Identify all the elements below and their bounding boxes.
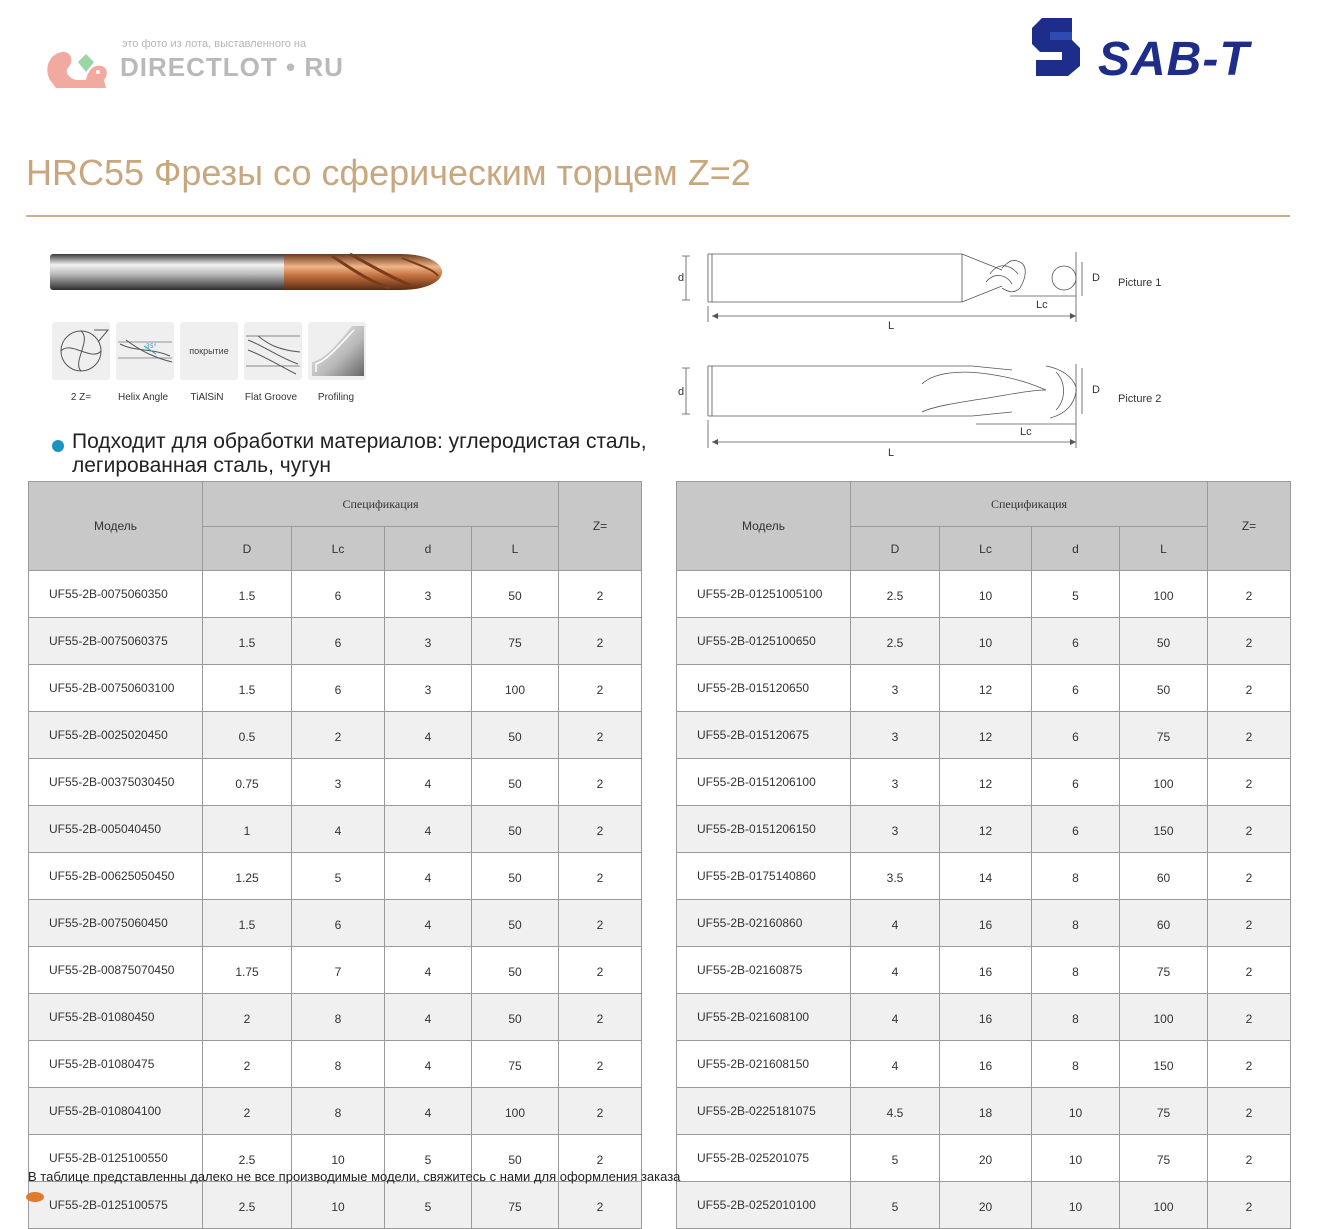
table-row — [29, 1182, 642, 1229]
cell-d: 1.5 — [203, 900, 292, 947]
cell-l: 60 — [1120, 853, 1208, 900]
cell-d: 5 — [851, 1135, 940, 1182]
cell-model: UF55-2B-005040450 — [29, 806, 203, 853]
header-model: Модель — [29, 482, 203, 571]
cell-model: UF55-2B-0125100575 — [29, 1182, 203, 1229]
cell-d: 8 — [1032, 994, 1120, 1041]
cell-lc: 6 — [292, 571, 385, 618]
cell-z: 2 — [559, 1135, 642, 1182]
cell-z: 2 — [1208, 1135, 1291, 1182]
cell-model: UF55-2B-02160860 — [677, 900, 851, 947]
cell-d: 2 — [203, 1041, 292, 1088]
cell-lc: 5 — [292, 853, 385, 900]
cell-lc: 12 — [940, 759, 1032, 806]
cell-d: 1.5 — [203, 618, 292, 665]
cell-l: 50 — [472, 759, 559, 806]
cell-model: UF55-2B-0075060375 — [29, 618, 203, 665]
cell-lc: 3 — [292, 759, 385, 806]
flutes-icon — [52, 322, 110, 380]
table-row — [29, 759, 642, 806]
header-D: D — [203, 527, 292, 571]
cell-l: 75 — [472, 618, 559, 665]
next-section-marker — [26, 1192, 44, 1202]
cell-model: UF55-2B-00625050450 — [29, 853, 203, 900]
cell-d: 8 — [1032, 947, 1120, 994]
watermark-brand: DIRECTLOT • RU — [120, 52, 344, 82]
cell-z: 2 — [559, 571, 642, 618]
cell-l: 50 — [472, 947, 559, 994]
cell-d: 2.5 — [203, 1182, 292, 1229]
cell-lc: 12 — [940, 806, 1032, 853]
picture1-label: Picture 1 — [1118, 277, 1162, 289]
spec-table-left — [28, 481, 642, 1229]
cell-z: 2 — [1208, 1182, 1291, 1229]
coating-text: покрытие — [189, 346, 229, 356]
table-row — [677, 1041, 1291, 1088]
cell-z: 2 — [1208, 571, 1291, 618]
cell-d: 6 — [1032, 806, 1120, 853]
cell-d: 4 — [385, 900, 472, 947]
cell-z: 2 — [559, 947, 642, 994]
cell-d: 6 — [1032, 759, 1120, 806]
cell-model: UF55-2B-02160875 — [677, 947, 851, 994]
cell-d: 4 — [385, 947, 472, 994]
coating-icon — [180, 322, 238, 380]
cell-model: UF55-2B-0025020450 — [29, 712, 203, 759]
squirrel-logo-icon — [42, 40, 112, 92]
table-row — [29, 900, 642, 947]
table-row — [677, 1182, 1291, 1229]
cell-model: UF55-2B-0075060350 — [29, 571, 203, 618]
cell-d: 4 — [385, 853, 472, 900]
cell-l: 100 — [1120, 1182, 1208, 1229]
sab-t-s-icon — [1028, 14, 1084, 84]
feature-icons — [50, 322, 380, 412]
cell-d: 8 — [1032, 853, 1120, 900]
cell-d: 10 — [1032, 1135, 1120, 1182]
cell-l: 100 — [472, 1088, 559, 1135]
helix-angle-label: Helix Angle — [117, 392, 169, 403]
cell-z: 2 — [1208, 947, 1291, 994]
cell-z: 2 — [1208, 853, 1291, 900]
picture1-D-label: D — [1092, 272, 1100, 284]
cell-l: 75 — [1120, 712, 1208, 759]
flat-groove-icon — [244, 322, 302, 380]
cell-d: 3 — [385, 571, 472, 618]
cell-z: 2 — [559, 1041, 642, 1088]
header-z: Z= — [1208, 482, 1291, 571]
cell-z: 2 — [1208, 900, 1291, 947]
cell-z: 2 — [1208, 994, 1291, 1041]
picture2-D-label: D — [1092, 384, 1100, 396]
cell-lc: 14 — [940, 853, 1032, 900]
cell-l: 50 — [472, 571, 559, 618]
coating-label: TiAlSiN — [190, 392, 224, 403]
picture2-L-label: L — [888, 447, 895, 459]
cell-lc: 12 — [940, 665, 1032, 712]
cell-lc: 8 — [292, 1041, 385, 1088]
cell-l: 50 — [472, 806, 559, 853]
cell-l: 75 — [472, 1182, 559, 1229]
cell-model: UF55-2B-01080450 — [29, 994, 203, 1041]
cell-l: 50 — [472, 712, 559, 759]
cell-lc: 20 — [940, 1135, 1032, 1182]
cell-lc: 6 — [292, 900, 385, 947]
cell-l: 75 — [1120, 1135, 1208, 1182]
cell-z: 2 — [559, 994, 642, 1041]
cell-lc: 2 — [292, 712, 385, 759]
cell-lc: 16 — [940, 900, 1032, 947]
table-row — [677, 853, 1291, 900]
cell-lc: 16 — [940, 994, 1032, 1041]
cell-z: 2 — [1208, 1088, 1291, 1135]
cell-d: 5 — [385, 1182, 472, 1229]
cell-d: 6 — [1032, 665, 1120, 712]
cell-z: 2 — [559, 759, 642, 806]
title-divider — [26, 215, 1290, 217]
watermark-caption: это фото из лота, выставленного на — [122, 38, 307, 50]
cell-z: 2 — [559, 665, 642, 712]
cell-d: 2 — [203, 1088, 292, 1135]
picture1-L-label: L — [888, 320, 895, 332]
table-row — [677, 994, 1291, 1041]
cell-d: 3 — [851, 759, 940, 806]
picture1-lc-label: Lc — [1036, 299, 1048, 311]
cell-model: UF55-2B-0125100550 — [29, 1135, 203, 1182]
cell-z: 2 — [559, 806, 642, 853]
cell-z: 2 — [559, 900, 642, 947]
flat-groove-label: Flat Groove — [244, 392, 298, 403]
picture2-lc-label: Lc — [1020, 426, 1032, 438]
cell-z: 2 — [559, 618, 642, 665]
cell-z: 2 — [559, 853, 642, 900]
table-row — [29, 1041, 642, 1088]
table-row — [29, 994, 642, 1041]
cell-lc: 16 — [940, 947, 1032, 994]
cell-lc: 16 — [940, 1041, 1032, 1088]
cell-l: 100 — [472, 665, 559, 712]
cell-z: 2 — [1208, 712, 1291, 759]
cell-d: 4.5 — [851, 1088, 940, 1135]
cell-d: 5 — [1032, 571, 1120, 618]
table-row — [677, 947, 1291, 994]
cell-z: 2 — [559, 1088, 642, 1135]
cell-d: 3 — [385, 618, 472, 665]
table-row — [29, 947, 642, 994]
cell-d: 10 — [1032, 1182, 1120, 1229]
cell-d: 1 — [203, 806, 292, 853]
technical-drawings — [672, 244, 1172, 464]
table-row — [677, 806, 1291, 853]
cell-lc: 10 — [292, 1135, 385, 1182]
picture2-label: Picture 2 — [1118, 393, 1162, 405]
cell-model: UF55-2B-015120650 — [677, 665, 851, 712]
cell-l: 75 — [1120, 947, 1208, 994]
cell-lc: 18 — [940, 1088, 1032, 1135]
cell-d: 4 — [385, 994, 472, 1041]
cell-lc: 10 — [940, 618, 1032, 665]
cell-model: UF55-2B-0125100650 — [677, 618, 851, 665]
svg-text:35°: 35° — [146, 343, 157, 350]
table-row — [677, 1135, 1291, 1182]
cell-lc: 8 — [292, 994, 385, 1041]
cell-d: 3 — [385, 665, 472, 712]
cell-d: 1.5 — [203, 665, 292, 712]
spec-table-right — [676, 481, 1291, 1229]
cell-z: 2 — [1208, 665, 1291, 712]
cell-d: 1.5 — [203, 571, 292, 618]
cell-d: 4 — [385, 759, 472, 806]
cell-lc: 6 — [292, 618, 385, 665]
ball-end-mill-image — [50, 248, 442, 296]
header-Lc: Lc — [292, 527, 385, 571]
cell-model: UF55-2B-021608150 — [677, 1041, 851, 1088]
cell-d: 3 — [851, 665, 940, 712]
cell-z: 2 — [1208, 618, 1291, 665]
table-row — [677, 571, 1291, 618]
table-row — [677, 712, 1291, 759]
cell-model: UF55-2B-0075060450 — [29, 900, 203, 947]
cell-d: 3 — [851, 712, 940, 759]
materials-text: Подходит для обработки материалов: углеродистая сталь, легированная сталь, чугун — [72, 430, 647, 477]
cell-l: 100 — [1120, 571, 1208, 618]
cell-l: 50 — [1120, 665, 1208, 712]
cell-d: 0.5 — [203, 712, 292, 759]
cell-d: 5 — [385, 1135, 472, 1182]
table-row — [29, 1088, 642, 1135]
header-D: D — [851, 527, 940, 571]
table-row — [29, 712, 642, 759]
header-spec: Спецификация — [851, 482, 1208, 527]
cell-model: UF55-2B-010804100 — [29, 1088, 203, 1135]
cell-model: UF55-2B-0151206150 — [677, 806, 851, 853]
cell-model: UF55-2B-0252010100 — [677, 1182, 851, 1229]
cell-d: 3 — [851, 806, 940, 853]
header-z: Z= — [559, 482, 642, 571]
cell-lc: 12 — [940, 712, 1032, 759]
helix-angle-icon — [116, 322, 174, 380]
picture2-d-label: d — [678, 386, 685, 398]
cell-z: 2 — [1208, 759, 1291, 806]
table-row — [29, 618, 642, 665]
table-row — [677, 618, 1291, 665]
cell-d: 2.5 — [203, 1135, 292, 1182]
page-title: HRC55 Фрезы со сферическим торцем Z=2 — [26, 152, 751, 193]
cell-l: 75 — [1120, 1088, 1208, 1135]
cell-lc: 20 — [940, 1182, 1032, 1229]
cell-l: 75 — [472, 1041, 559, 1088]
cell-model: UF55-2B-025201075 — [677, 1135, 851, 1182]
header-d: d — [385, 527, 472, 571]
cell-d: 4 — [851, 994, 940, 1041]
cell-d: 1.25 — [203, 853, 292, 900]
cell-model: UF55-2B-01251005100 — [677, 571, 851, 618]
table-row — [677, 1088, 1291, 1135]
cell-l: 100 — [1120, 994, 1208, 1041]
cell-d: 4 — [851, 1041, 940, 1088]
cell-l: 100 — [1120, 759, 1208, 806]
cell-model: UF55-2B-01080475 — [29, 1041, 203, 1088]
header-model: Модель — [677, 482, 851, 571]
table-row — [29, 806, 642, 853]
header-spec: Спецификация — [203, 482, 559, 527]
table-row — [29, 665, 642, 712]
cell-lc: 7 — [292, 947, 385, 994]
brand-logo — [1028, 12, 1288, 87]
header-L: L — [472, 527, 559, 571]
cell-l: 150 — [1120, 806, 1208, 853]
cell-l: 60 — [1120, 900, 1208, 947]
profiling-icon — [308, 322, 366, 380]
cell-d: 4 — [385, 1041, 472, 1088]
cell-model: UF55-2B-00750603100 — [29, 665, 203, 712]
cell-d: 10 — [1032, 1088, 1120, 1135]
cell-model: UF55-2B-00375030450 — [29, 759, 203, 806]
cell-d: 2.5 — [851, 618, 940, 665]
cell-d: 8 — [1032, 900, 1120, 947]
cell-model: UF55-2B-0225181075 — [677, 1088, 851, 1135]
cell-model: UF55-2B-0175140860 — [677, 853, 851, 900]
cell-model: UF55-2B-021608100 — [677, 994, 851, 1041]
table-row — [29, 853, 642, 900]
brand-name: SAB-T — [1098, 33, 1250, 86]
cell-lc: 4 — [292, 806, 385, 853]
cell-model: UF55-2B-0151206100 — [677, 759, 851, 806]
cell-d: 8 — [1032, 1041, 1120, 1088]
header-d: d — [1032, 527, 1120, 571]
picture1-d-label: d — [678, 272, 685, 284]
cell-z: 2 — [559, 712, 642, 759]
footnote: В таблице представленны далеко не все производимые модели, свяжитесь с нами для оформления заказа — [28, 1169, 681, 1184]
table-row — [29, 571, 642, 618]
cell-l: 150 — [1120, 1041, 1208, 1088]
cell-d: 4 — [851, 900, 940, 947]
cell-lc: 8 — [292, 1088, 385, 1135]
cell-d: 5 — [851, 1182, 940, 1229]
cell-model: UF55-2B-015120675 — [677, 712, 851, 759]
table-row — [677, 759, 1291, 806]
cell-d: 2.5 — [851, 571, 940, 618]
cell-z: 2 — [1208, 1041, 1291, 1088]
cell-d: 1.75 — [203, 947, 292, 994]
cell-d: 4 — [385, 712, 472, 759]
cell-z: 2 — [1208, 806, 1291, 853]
header-Lc: Lc — [940, 527, 1032, 571]
cell-lc: 10 — [940, 571, 1032, 618]
header-L: L — [1120, 527, 1208, 571]
cell-l: 50 — [472, 1135, 559, 1182]
table-row — [677, 900, 1291, 947]
watermark — [42, 34, 352, 94]
cell-d: 4 — [385, 1088, 472, 1135]
cell-d: 0.75 — [203, 759, 292, 806]
table-row — [677, 665, 1291, 712]
bullet-icon — [52, 440, 64, 452]
cell-d: 6 — [1032, 712, 1120, 759]
cell-lc: 6 — [292, 665, 385, 712]
profiling-label: Profiling — [317, 392, 355, 403]
cell-d: 4 — [851, 947, 940, 994]
cell-d: 2 — [203, 994, 292, 1041]
cell-lc: 10 — [292, 1182, 385, 1229]
cell-l: 50 — [472, 853, 559, 900]
cell-model: UF55-2B-00875070450 — [29, 947, 203, 994]
cell-d: 3.5 — [851, 853, 940, 900]
cell-l: 50 — [472, 900, 559, 947]
cell-d: 4 — [385, 806, 472, 853]
cell-d: 6 — [1032, 618, 1120, 665]
cell-l: 50 — [472, 994, 559, 1041]
cell-l: 50 — [1120, 618, 1208, 665]
cell-z: 2 — [559, 1182, 642, 1229]
flutes-label: 2 Z= — [70, 392, 92, 403]
